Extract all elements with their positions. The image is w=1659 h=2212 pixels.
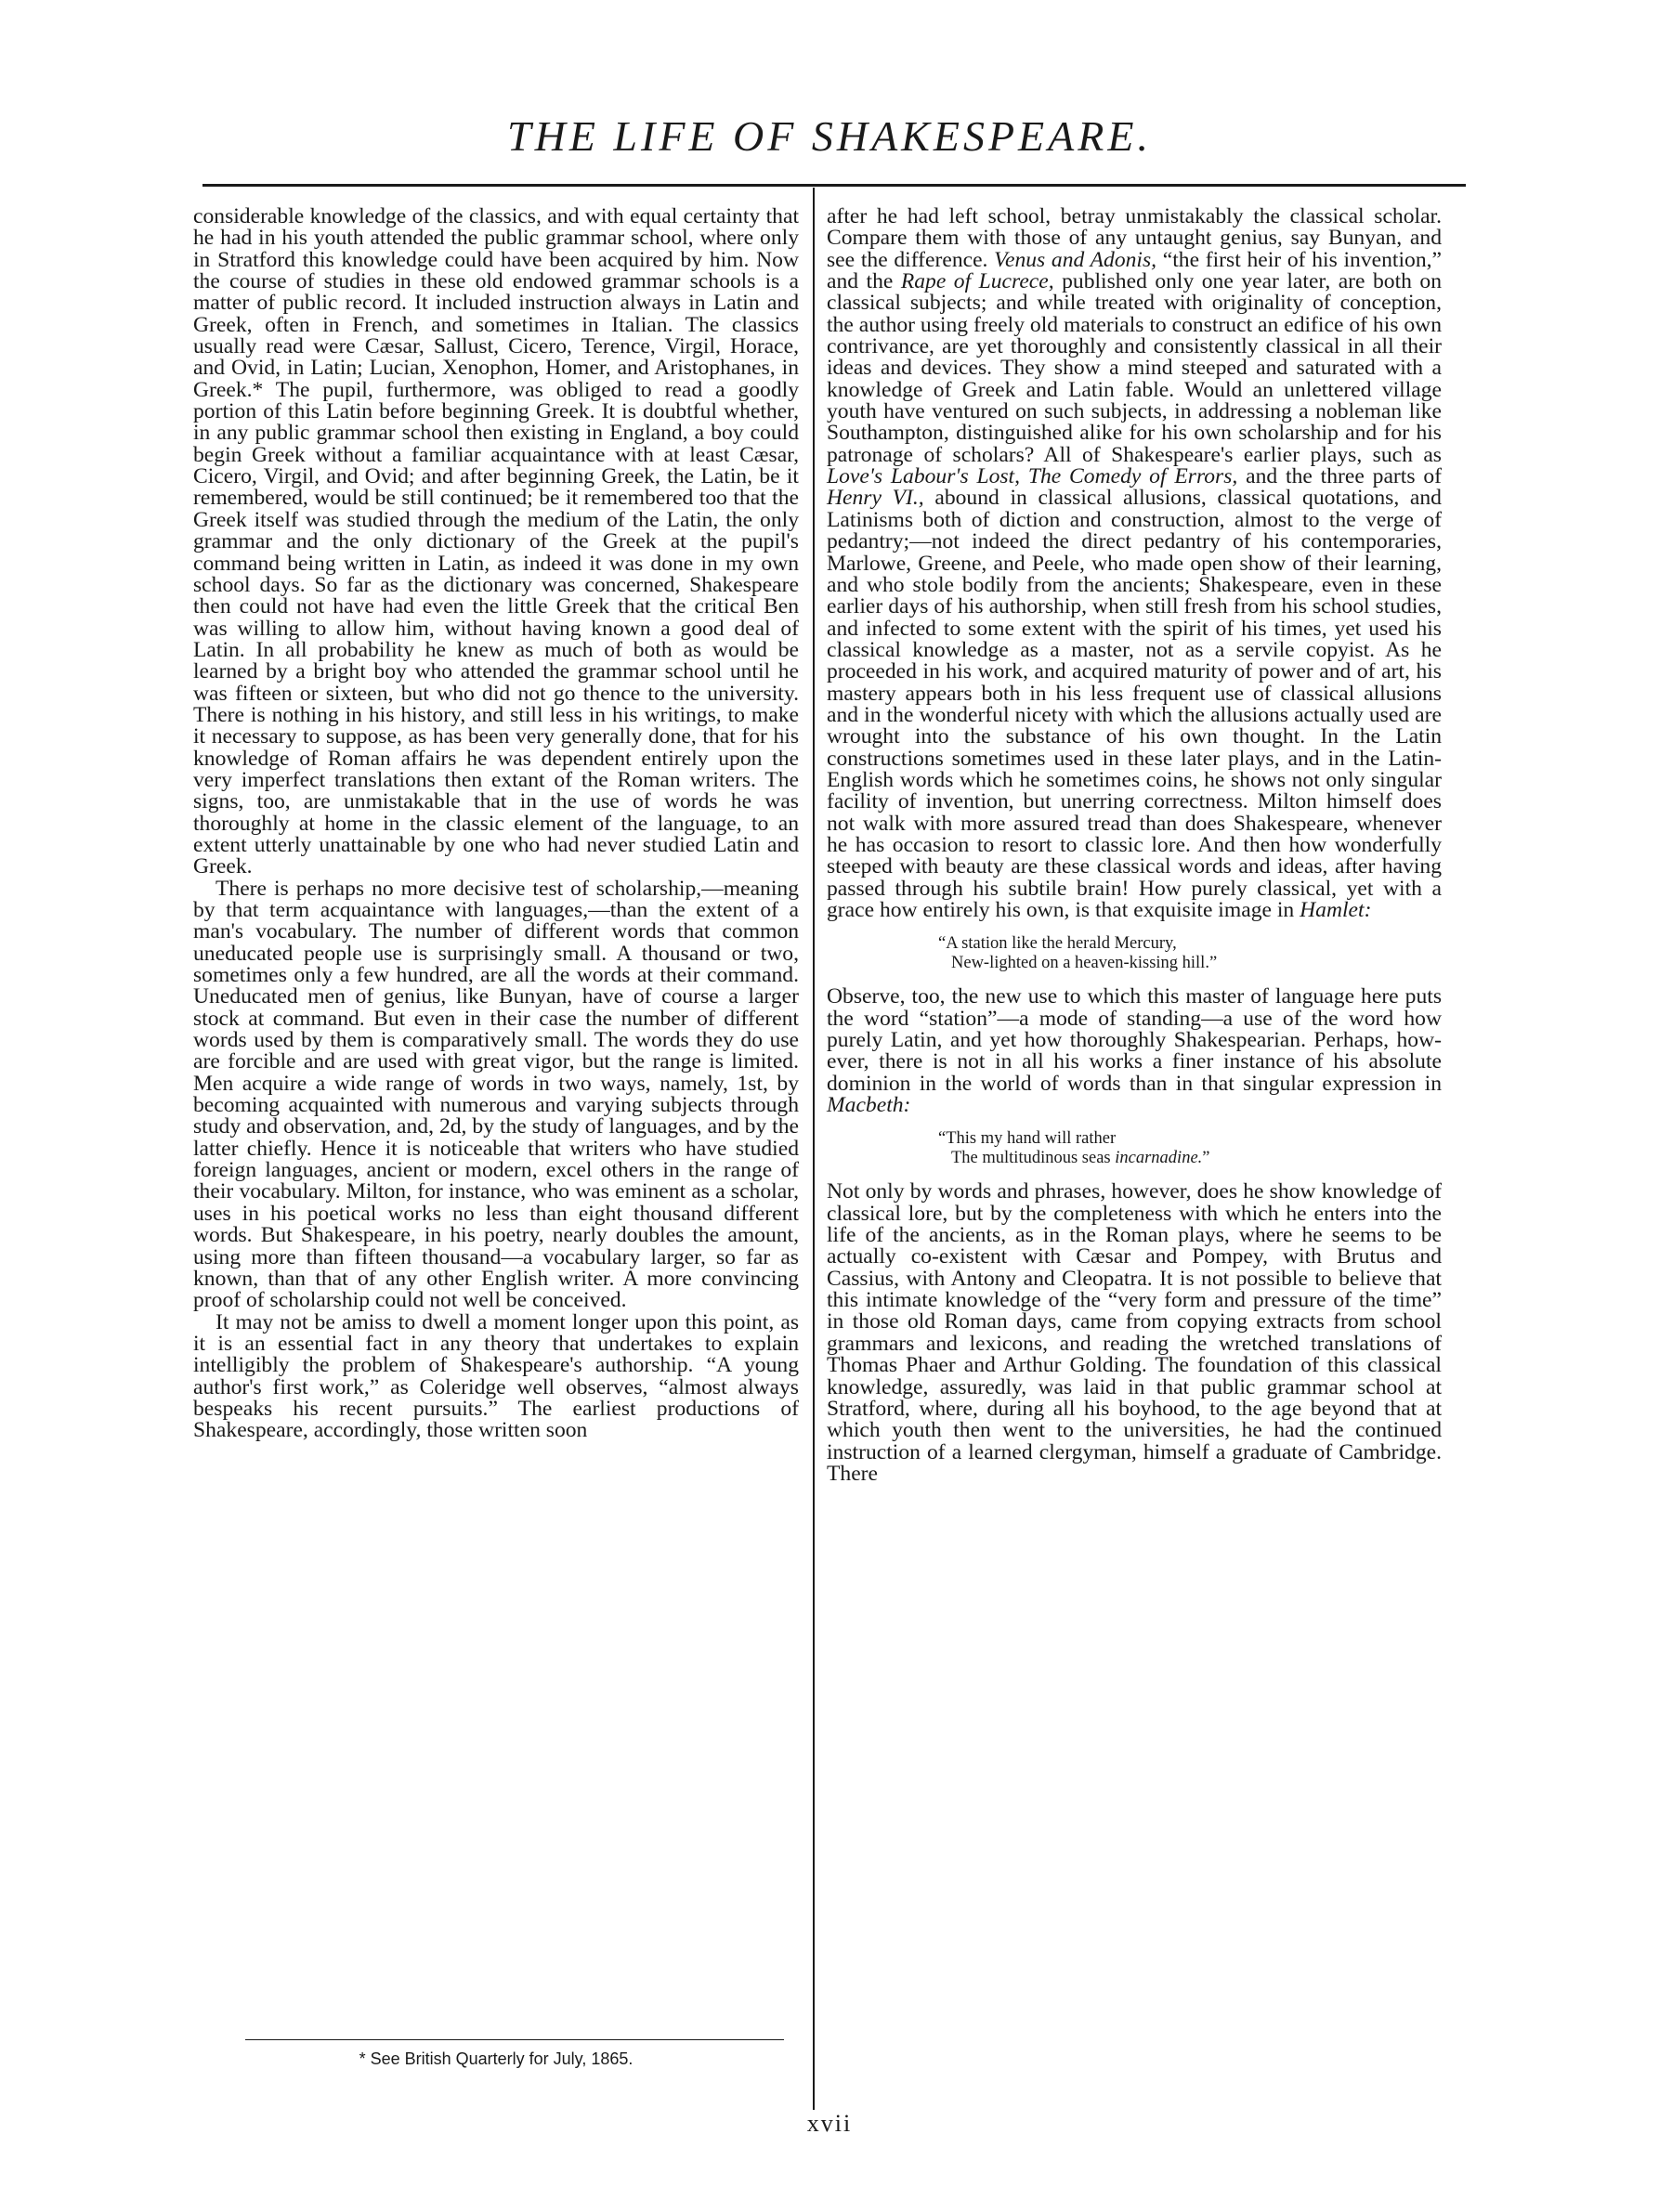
text-run: and the three parts of xyxy=(1237,464,1442,489)
italic-title: Macbeth: xyxy=(827,1093,911,1118)
italic-title: Venus and Adonis, xyxy=(994,247,1157,272)
title-rule xyxy=(202,184,1466,187)
column-divider xyxy=(813,188,815,2110)
paragraph: considerable knowledge of the classics, and with equal certainty that he had in his youth attended the public grammar school, where only in Stratford this knowledge could have been acquired by him. Now the course of studies in these old endowed grammar schools is a matter of public record. It included instruction always in Latin and Greek, often in French, and sometimes in Italian. The classics usually read were Cæsar, Sallust, Cicero, Terence, Virgil, Horace, and Ovid, in Latin; Lucian, Xenophon, Homer, and Aristophanes, in Greek.* The pupil, furthermore, was obliged to read a goodly portion of this Latin before beginning Greek. It is doubtful whether, in any public grammar school then existing in England, a boy could begin Greek without a familiar acquaintance with at least Cæsar, Cicero, Virgil, and Ovid; and after beginning Greek, the Latin, be it remembered, would be still continued; be it remembered too that the Greek itself was studied through the medium of the Latin, the only grammar and the only dictionary of the Greek at the pupil's command being written in Latin, as indeed it was done in my own school days. So far as the dictionary was concerned, Shakespeare then could not have had even the little Greek that the critical Ben was willing to allow him, without having known a good deal of Latin. In all probability he knew as much of both as would be learned by a bright boy who attended the grammar school until he was fifteen or sixteen, but who did not go thence to the university. There is nothing in his history, and still less in his writings, to make it necessary to suppose, as has been very generally done, that for his knowledge of Roman affairs he was dependent entirely upon the very imperfect translations then extant of the Roman writers. The signs, too, are unmistakable that in the use of words he was thoroughly at home in the classic element of the language, to an extent utterly unattainable by one who had never studied Latin and Greek. xyxy=(193,204,799,879)
right-column xyxy=(827,206,1442,1485)
paragraph xyxy=(827,206,1442,921)
italic-title: Rape of Lucrece, xyxy=(900,269,1054,294)
paragraph: There is perhaps no more decisive test of scholarship,—meaning by that term acquaintance with languages,—than the extent of a man's vocabulary. The number of different words that common uneducated people use is surprisingly small. A thousand or two, sometimes only a few hundred, are all the words at their command. Uneducated men of genius, like Bunyan, have of course a larger stock at command. But even in their case the number of different words used by them is comparatively small. The words they do use are forcible and are used with great vigor, but the range is limited. Men acquire a wide range of words in two ways, namely, 1st, by becoming acquainted with numerous and varying subjects through study and observation, and, 2d, by the study of languages, and by the latter chiefly. Hence it is noticeable that writers who have studied foreign languages, ancient or modern, excel others in the range of their vocabulary. Milton, for instance, who was eminent as a scholar, uses in his poetical works no less than eight thousand different words. But Shakespeare, in his poetry, nearly doubles the amount, using more than fifteen thousand—a vocabulary larger, so far as known, than that of any other English writer. A more convincing proof of scholarship could not well be conceived. xyxy=(193,876,799,1313)
text-run: published only one year later, are both on classical subjects; and while treated with originality of conception, the author using freely old materials to construct an edifice of his own contrivance, are yet thoroughly and consistently classical in all their ideas and devices. They show a mind steeped and saturated with a knowledge of Greek and Latin fable. Would an unlettered village youth have ventured on such subjects, in addressing a nobleman like Southampton, distinguished alike for his own scholarship and for his patronage of scholars? All of Shakespeare's earlier plays, such as xyxy=(827,269,1442,467)
paragraph: It may not be amiss to dwell a moment longer upon this point, as it is an essential fact in any theory that undertakes to explain intelligibly the problem of Shakespeare's authorship. “A young author's first work,” as Coleridge well observes, “almost always bespeaks his recent pursuits.” The earliest productions of Shakespeare, accordingly, those written soon xyxy=(193,1309,799,1443)
paragraph xyxy=(827,986,1442,1116)
quote-line: “This my hand will rather xyxy=(938,1129,1117,1149)
italic-title: Hamlet: xyxy=(1300,898,1372,922)
page-title: THE LIFE OF SHAKESPEARE. xyxy=(507,112,1152,160)
text-run: after he had left school, betray unmistakably the classical scholar. Compare them with those of any untaught genius, say Bunyan, and see the difference. xyxy=(827,204,1442,272)
italic-word: incarnadine. xyxy=(1115,1149,1203,1168)
text-run: abound in classical allusions, classical quotations, and Latinisms both of diction and construction, almost to the verge of pedantry;—not indeed the direct pedantry of his contemporaries, Marlowe, Greene, and Peele, who made open show of their learning, and who stole bodily from the ancients; Shakespeare, even in these earlier days of his authorship, when still fresh from his school studies, and infected to some extent with the spirit of his times, yet used his classical knowledge as a master, not as a servile copyist. As he proceeded in his work, and acquired maturity of power and of art, his mastery appears both in his less frequent use of classical allusions and in the wonderful nicety with which the allusions actually used are wrought into the substance of his own thought. In the Latin constructions sometimes used in these later plays, and in the Latin-English words which he sometimes coins, he shows not only singular facility of invention, but unerring correctness. Milton himself does not walk with more assured tread than does Shakespeare, whenever he has occasion to resort to classic lore. And then how wonderfully steeped with beauty are these classical words and ideas, after having passed through his subtile brain! How purely classical, yet with a grace how entirely his own, is that exquisite image in xyxy=(827,486,1442,922)
quote-line xyxy=(827,1149,1442,1168)
block-quote xyxy=(827,1129,1442,1168)
page-number: xvii xyxy=(806,2110,853,2137)
footnote: * See British Quarterly for July, 1865. xyxy=(359,2049,634,2068)
quote-line: New-lighted on a heaven-kissing hill.” xyxy=(951,954,1218,973)
block-quote xyxy=(827,934,1442,973)
footnote-rule xyxy=(245,2039,784,2040)
text-run: Observe, too, the new use to which this master of language here puts the word “station”—a mode of standing—a use of the word how purely Latin, and yet how thoroughly Shakespearian. Perhaps, however, there is not in all his works a finer instance of his absolute dominion in the world of words than in that singular expression in xyxy=(827,984,1442,1096)
quote-line: “A station like the herald Mercury, xyxy=(938,934,1177,954)
text-run: ” xyxy=(1202,1149,1210,1168)
text-run: “the first heir of his invention,” and the xyxy=(827,247,1442,294)
text-run: The multitudinous seas xyxy=(951,1149,1116,1168)
italic-title: Henry VI., xyxy=(827,486,924,511)
italic-title: Love's Labour's Lost, The Comedy of Errors, xyxy=(827,464,1238,489)
paragraph: Not only by words and phrases, however, does he show knowledge of classical lore, but by the completeness with which he enters into the life of the ancients, as in the Roman plays, where he seems to be actually co-existent with Cæsar and Pompey, with Brutus and Cassius, with Antony and Cleopatra. It is not possible to believe that this intimate knowledge of the “very form and pressure of the time” in those old Roman days, came from copying extracts from school grammars and lexicons, and reading the wretched translations of Thomas Phaer and Arthur Golding. The foundation of this classical knowledge, assuredly, was laid in that public grammar school at Stratford, where, during all his boyhood, to the age beyond that at which youth then went to the universities, he had the continued instruction of a learned clergyman, himself a graduate of Cambridge. There xyxy=(827,1179,1442,1486)
left-column xyxy=(193,206,799,1442)
